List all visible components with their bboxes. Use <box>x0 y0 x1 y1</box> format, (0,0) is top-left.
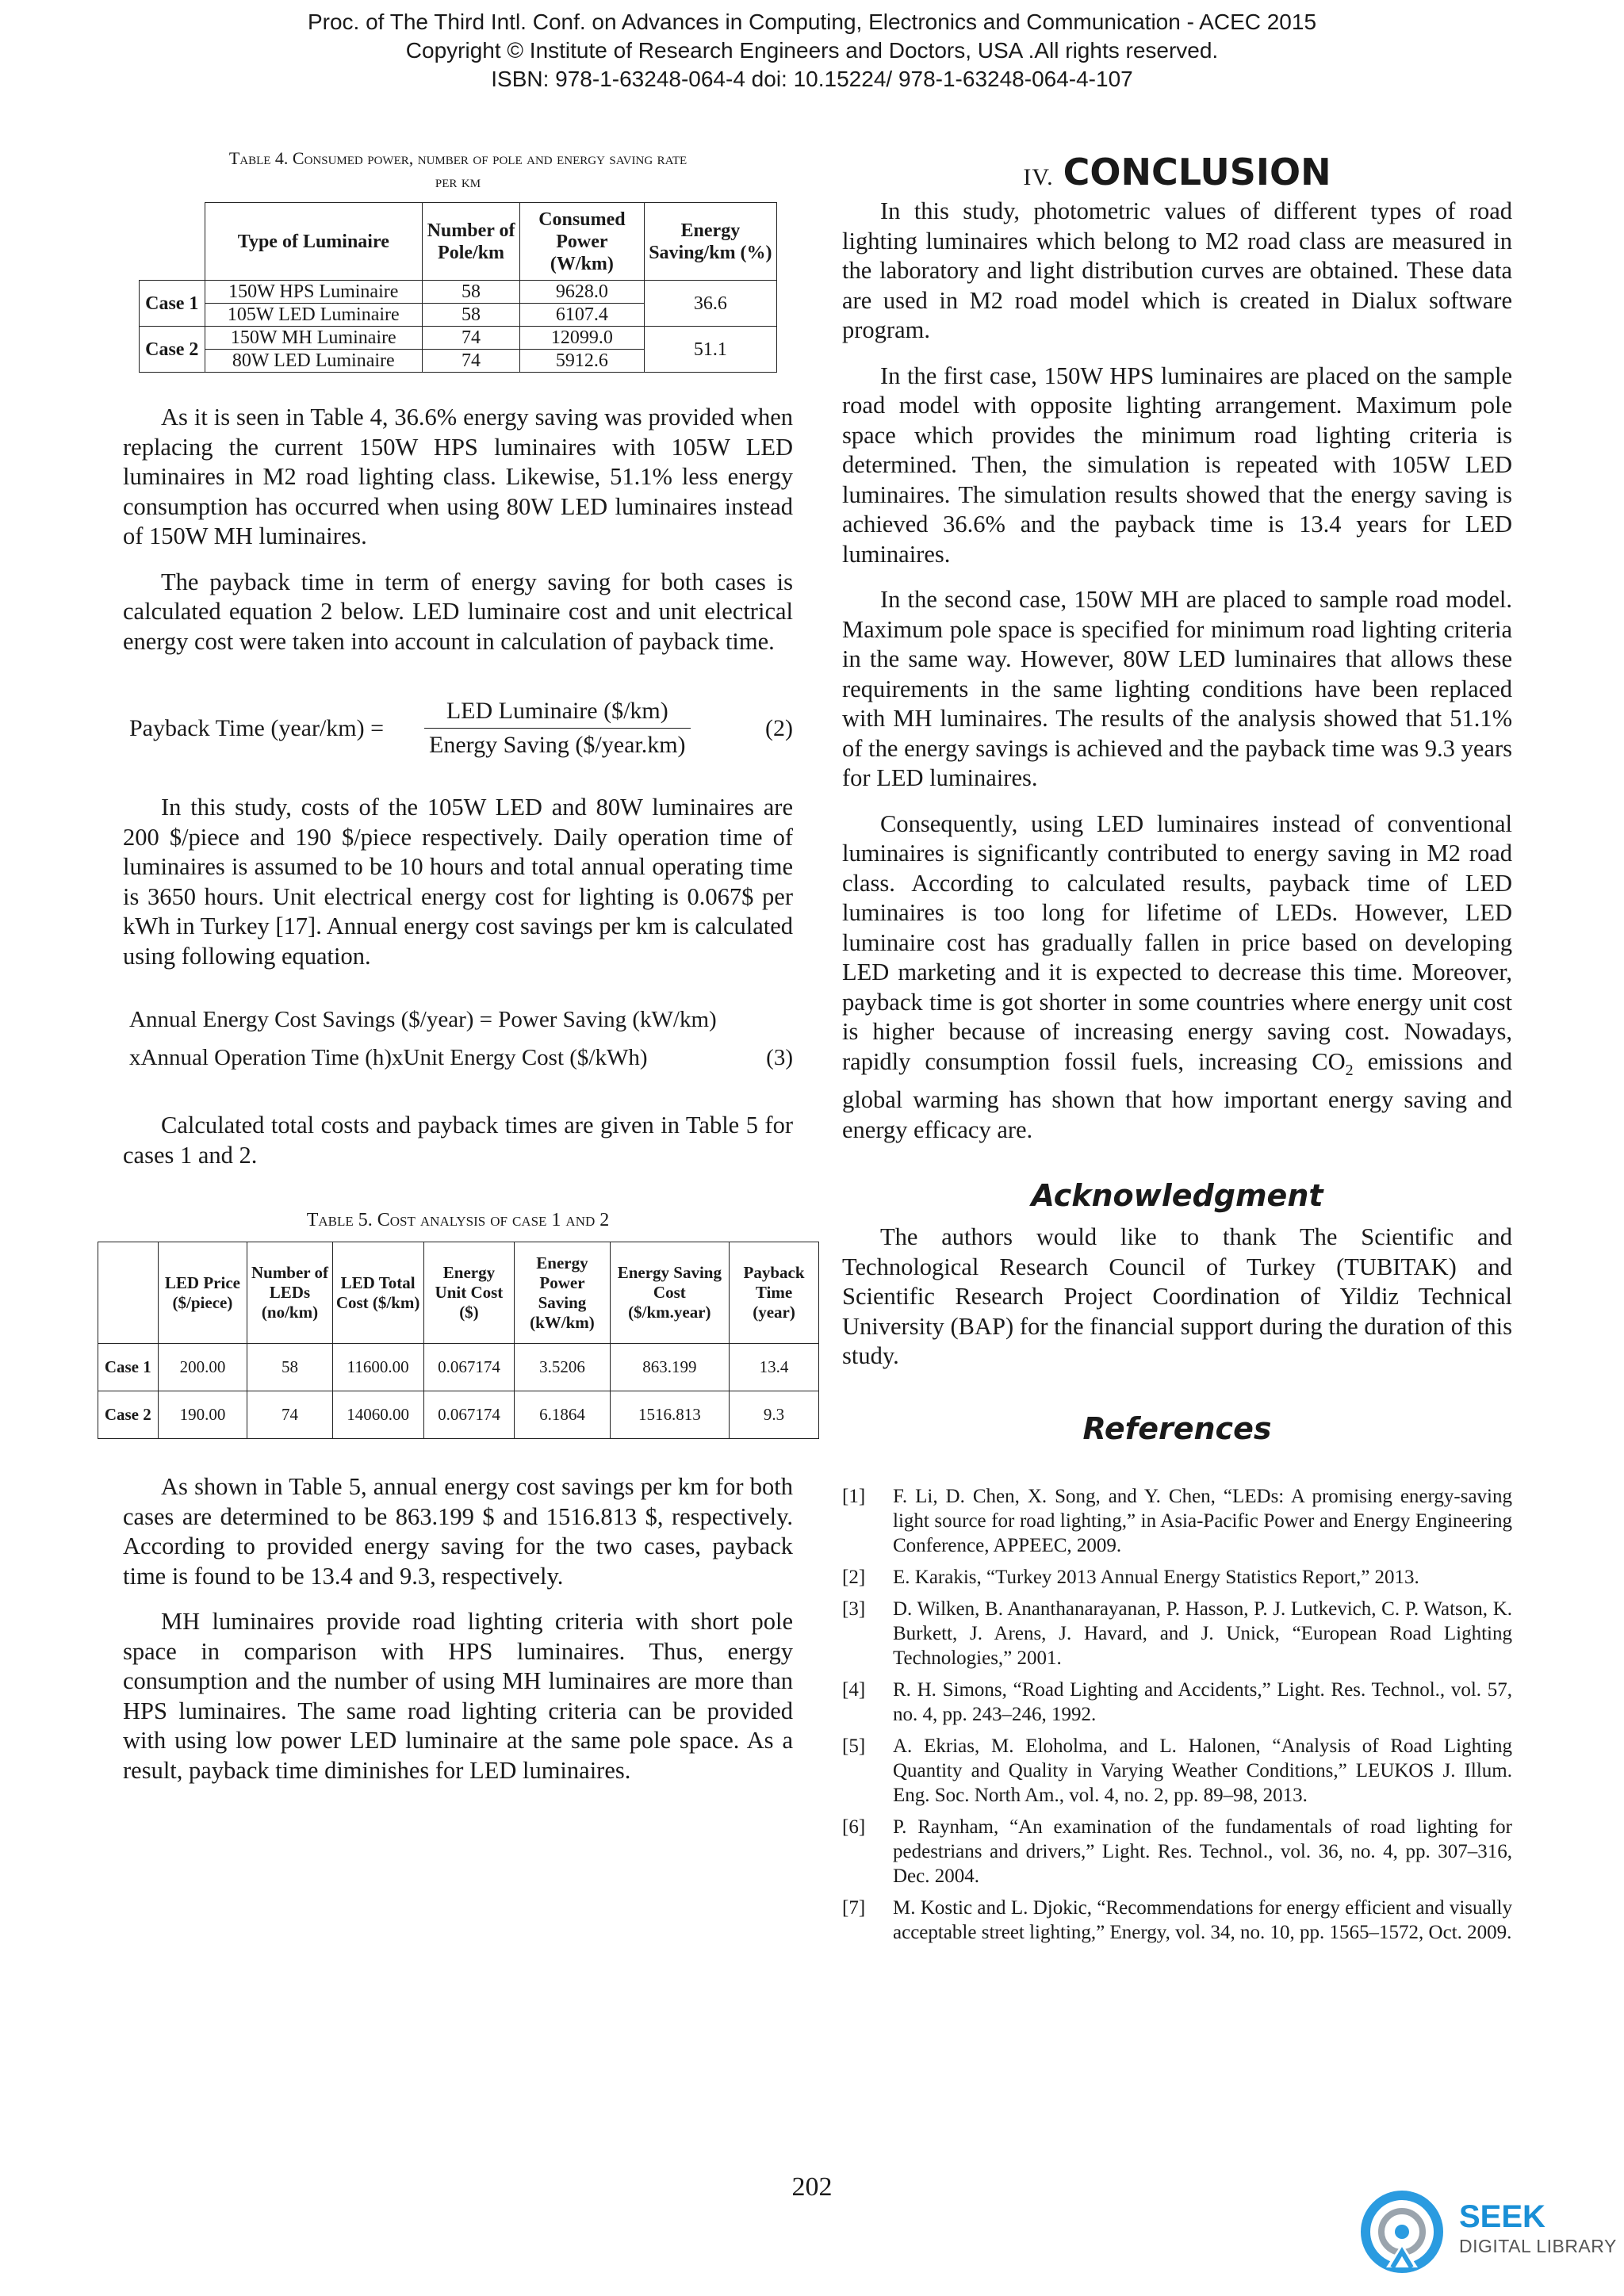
right-column <box>842 143 1512 1952</box>
table5-cell: 200.00 <box>158 1344 247 1391</box>
table4-saving-case2: 51.1 <box>644 327 776 373</box>
table5-cell: 3.5206 <box>515 1344 610 1391</box>
reference-item <box>842 1896 1512 1945</box>
table5-row-label: Case 2 <box>98 1391 159 1439</box>
section-heading-conclusion <box>842 151 1512 193</box>
acknowledgment-text: The authors would like to thank The Scientific and Technological Research Council of Turkey (TUBITAK) and Scientific Research Project Coordination of Yildiz Technical University (BAP) for the financial support during the duration of this study. <box>842 1223 1512 1370</box>
table-4 <box>139 202 777 373</box>
table5-header: Energy Power Saving (kW/km) <box>515 1242 610 1344</box>
header-line-1: Proc. of The Third Intl. Conf. on Advances in Computing, Electronics and Communication - ACEC 2015 <box>307 10 1317 34</box>
conclusion-p4-part2: emissions and global warming has shown that how important energy saving and energy efficacy are. <box>842 1047 1512 1143</box>
logo-name: SEEK <box>1459 2199 1545 2234</box>
table4-case1-label: Case 1 <box>140 281 205 327</box>
table5-header: LED Total Cost ($/km) <box>332 1242 423 1344</box>
section-roman-numeral: IV. <box>1023 164 1054 190</box>
table5-cell: 0.067174 <box>423 1344 515 1391</box>
reference-number: [7] <box>842 1896 866 1919</box>
table5-header: Number of LEDs (no/km) <box>247 1242 332 1344</box>
left-paragraph-1: As it is seen in Table 4, 36.6% energy saving was provided when replacing the current 150W HPS luminaires with 105W LED luminaires in M2 road lighting class. Likewise, 51.1% less energy consumption has occurred when using 80W LED luminaires instead of 150W MH luminaires. <box>123 404 793 549</box>
table5-header: Payback Time (year) <box>730 1242 819 1344</box>
table4-caption <box>123 147 793 193</box>
logo-tagline: DIGITAL LIBRARY <box>1459 2236 1617 2256</box>
header-line-3: ISBN: 978-1-63248-064-4 doi: 10.15224/ 978-1-63248-064-4-107 <box>491 67 1133 91</box>
reference-item <box>842 1597 1512 1670</box>
table5-cell: 14060.00 <box>332 1391 423 1439</box>
co2-subscript: 2 <box>1345 1061 1354 1079</box>
table4-cell: 80W LED Luminaire <box>205 350 422 373</box>
reference-text: E. Karakis, “Turkey 2013 Annual Energy Statistics Report,” 2013. <box>893 1566 1419 1588</box>
table4-caption-line1: Table 4. Consumed power, number of pole and energy saving rate <box>228 148 688 168</box>
left-paragraph-4: Calculated total costs and payback times are given in Table 5 for cases 1 and 2. <box>123 1112 793 1169</box>
table5-cell: 1516.813 <box>610 1391 730 1439</box>
reference-list <box>842 1484 1512 1945</box>
table4-cell: 58 <box>423 304 520 327</box>
reference-text: F. Li, D. Chen, X. Song, and Y. Chen, “LEDs: A promising energy-saving light source for road lighting,” in Asia-Pacific Power and Energy Engineering Conference, APPEEC, 2009. <box>893 1485 1512 1556</box>
left-paragraph-6: MH luminaires provide road lighting criteria with short pole space in comparison with HPS luminaires. Thus, energy consumption and the number of using MH luminaires are more than HPS luminaires. The same road lighting criteria can be provided with using low power LED luminaire at the same pole space. As a result, payback time diminishes for LED luminaires. <box>123 1608 793 1784</box>
seek-logo-icon <box>1354 2188 1450 2275</box>
reference-number: [4] <box>842 1678 866 1701</box>
seek-logo <box>1348 2188 1618 2275</box>
table5-cell: 863.199 <box>610 1344 730 1391</box>
table5-caption-text: Table 5. Cost analysis of case 1 and 2 <box>306 1210 610 1230</box>
table4-header-saving: Energy Saving/km (%) <box>644 203 776 281</box>
conclusion-paragraph-2: In the first case, 150W HPS luminaires are placed on the sample road model with opposite lighting arrangement. Maximum pole space which provides the minimum road lighting criteria is determined. Then, the simulation is repeated with 105W LED luminaires. The simulation results showed that the energy saving is achieved 36.6% and the payback time is 13.4 years for LED luminaires. <box>842 362 1512 568</box>
table5-cell: 58 <box>247 1344 332 1391</box>
table4-cell: 9628.0 <box>520 281 645 304</box>
reference-text: M. Kostic and L. Djokic, “Recommendations for energy efficient and visually acceptable street lighting,” Energy, vol. 34, no. 10, pp. 1565–1572, Oct. 2009. <box>893 1896 1512 1943</box>
left-column <box>104 143 805 1785</box>
reference-text: R. H. Simons, “Road Lighting and Accidents,” Light. Res. Technol., vol. 57, no. 4, pp. 243–246, 1992. <box>893 1678 1512 1725</box>
eq2-numerator: LED Luminaire ($/km) <box>424 695 691 729</box>
reference-item <box>842 1815 1512 1888</box>
left-paragraph-2: The payback time in term of energy saving for both cases is calculated equation 2 below. LED luminaire cost and unit electrical energy cost were taken into account in calculation of payback time. <box>123 568 793 655</box>
table5-header: Energy Unit Cost ($) <box>423 1242 515 1344</box>
table4-corner <box>140 203 205 281</box>
eq3-line1: Annual Energy Cost Savings ($/year) = Power Saving (kW/km) <box>129 1007 717 1032</box>
conference-header <box>0 8 1624 94</box>
table4-header-power: Consumed Power (W/km) <box>520 203 645 281</box>
reference-text: A. Ekrias, M. Eloholma, and L. Halonen, “Analysis of Road Lighting Quantity and Quality in Varying Weather Conditions,” LEUKOS J. Illum. Eng. Soc. North Am., vol. 4, no. 2, pp. 89–98, 2013. <box>893 1735 1512 1806</box>
conclusion-paragraph-1: In this study, photometric values of different types of road lighting luminaires which belong to M2 road class are measured in the laboratory and light distribution curves are obtained. These data are used in M2 road model which is created in Dialux software program. <box>842 197 1512 343</box>
table4-cell: 5912.6 <box>520 350 645 373</box>
table5-cell: 0.067174 <box>423 1391 515 1439</box>
reference-number: [5] <box>842 1735 866 1757</box>
reference-number: [2] <box>842 1566 866 1588</box>
reference-text: P. Raynham, “An examination of the fundamentals of road lighting for pedestrians and drivers,” Light. Res. Technol., vol. 36, no. 4, pp. 307–316, Dec. 2004. <box>893 1816 1512 1887</box>
header-line-2: Copyright © Institute of Research Engineers and Doctors, USA .All rights reserved. <box>405 38 1219 63</box>
reference-number: [6] <box>842 1816 866 1838</box>
table4-cell: 150W HPS Luminaire <box>205 281 422 304</box>
table5-row-label: Case 1 <box>98 1344 159 1391</box>
table4-header-type: Type of Luminaire <box>205 203 422 281</box>
eq3-number: (3) <box>766 1045 793 1070</box>
table4-cell: 74 <box>423 327 520 350</box>
eq2-fraction <box>424 695 691 762</box>
table4-cell: 105W LED Luminaire <box>205 304 422 327</box>
table5-cell: 9.3 <box>730 1391 819 1439</box>
table4-saving-case1: 36.6 <box>644 281 776 327</box>
table4-cell: 12099.0 <box>520 327 645 350</box>
reference-item <box>842 1734 1512 1808</box>
equation-2 <box>123 691 793 774</box>
table5-corner <box>98 1242 159 1344</box>
conclusion-paragraph-3: In the second case, 150W MH are placed to sample road model. Maximum pole space is specified for minimum road lighting criteria in the same way. However, 80W LED luminaires that allows these requirements in the same lighting conditions have been replaced with MH luminaires. The results of the analysis showed that 51.1% of the energy savings is achieved and the payback time was 9.3 years for LED luminaires. <box>842 586 1512 791</box>
left-paragraph-3: In this study, costs of the 105W LED and 80W luminaires are 200 $/piece and 190 $/piece respectively. Daily operation time of luminaires is assumed to be 10 hours and total annual operating time is 3650 hours. Unit electrical energy cost for lighting is 0.067$ per kWh in Turkey [17]. Annual energy cost savings per km is calculated using following equation. <box>123 794 793 970</box>
reference-item <box>842 1484 1512 1558</box>
table5-cell: 13.4 <box>730 1344 819 1391</box>
references-heading: References <box>1082 1410 1272 1446</box>
table5-header: Energy Saving Cost ($/km.year) <box>610 1242 730 1344</box>
page-number: 202 <box>791 2172 833 2202</box>
table4-case2-label: Case 2 <box>140 327 205 373</box>
table5-cell: 190.00 <box>158 1391 247 1439</box>
eq2-lhs: Payback Time (year/km) = <box>129 715 385 741</box>
table4-cell: 6107.4 <box>520 304 645 327</box>
eq2-denominator: Energy Saving ($/year.km) <box>429 732 686 758</box>
eq3-line2: xAnnual Operation Time (h)xUnit Energy Cost ($/kWh) <box>129 1045 648 1070</box>
reference-item <box>842 1678 1512 1727</box>
conclusion-paragraph-4 <box>842 809 1512 1146</box>
reference-number: [3] <box>842 1598 866 1620</box>
table4-cell: 74 <box>423 350 520 373</box>
section-title: CONCLUSION <box>1063 151 1331 193</box>
left-paragraph-5: As shown in Table 5, annual energy cost savings per km for both cases are determined to be 863.199 $ and 1516.813 $, respectively. According to provided energy saving for the two cases, payback time is found to be 13.4 and 9.3, respectively. <box>123 1473 793 1590</box>
table5-cell: 6.1864 <box>515 1391 610 1439</box>
table4-cell: 150W MH Luminaire <box>205 327 422 350</box>
table5-caption <box>123 1208 793 1232</box>
reference-item <box>842 1565 1512 1590</box>
table5-header: LED Price ($/piece) <box>158 1242 247 1344</box>
table-5 <box>98 1242 819 1439</box>
table5-cell: 74 <box>247 1391 332 1439</box>
eq2-number: (2) <box>765 715 793 741</box>
table4-caption-line2: per km <box>435 171 481 191</box>
table4-cell: 58 <box>423 281 520 304</box>
conclusion-p4-part1: Consequently, using LED luminaires instead of conventional luminaires is significantly contributed to energy saving in M2 road class. According to calculated results, payback time of LED luminaires is too long for lifetime of LEDs. However, LED luminaire cost has gradually fallen in price based on developing LED marketing and it is expected to decrease this time. Moreover, payback time is got shorter in some countries where energy unit cost is higher because of increasing energy saving cost. Nowadays, rapidly consumption fossil fuels, increasing CO <box>842 809 1512 1075</box>
table5-cell: 11600.00 <box>332 1344 423 1391</box>
acknowledgment-heading: Acknowledgment <box>1031 1178 1323 1214</box>
equation-3 <box>123 1001 793 1081</box>
reference-text: D. Wilken, B. Ananthanarayanan, P. Hasson, P. J. Lutkevich, C. P. Watson, K. Burkett, J. Arens, J. Havard, and J. Unick, “European Road Lighting Technologies,” 2001. <box>893 1598 1512 1669</box>
table4-header-poles: Number of Pole/km <box>423 203 520 281</box>
reference-number: [1] <box>842 1485 866 1507</box>
